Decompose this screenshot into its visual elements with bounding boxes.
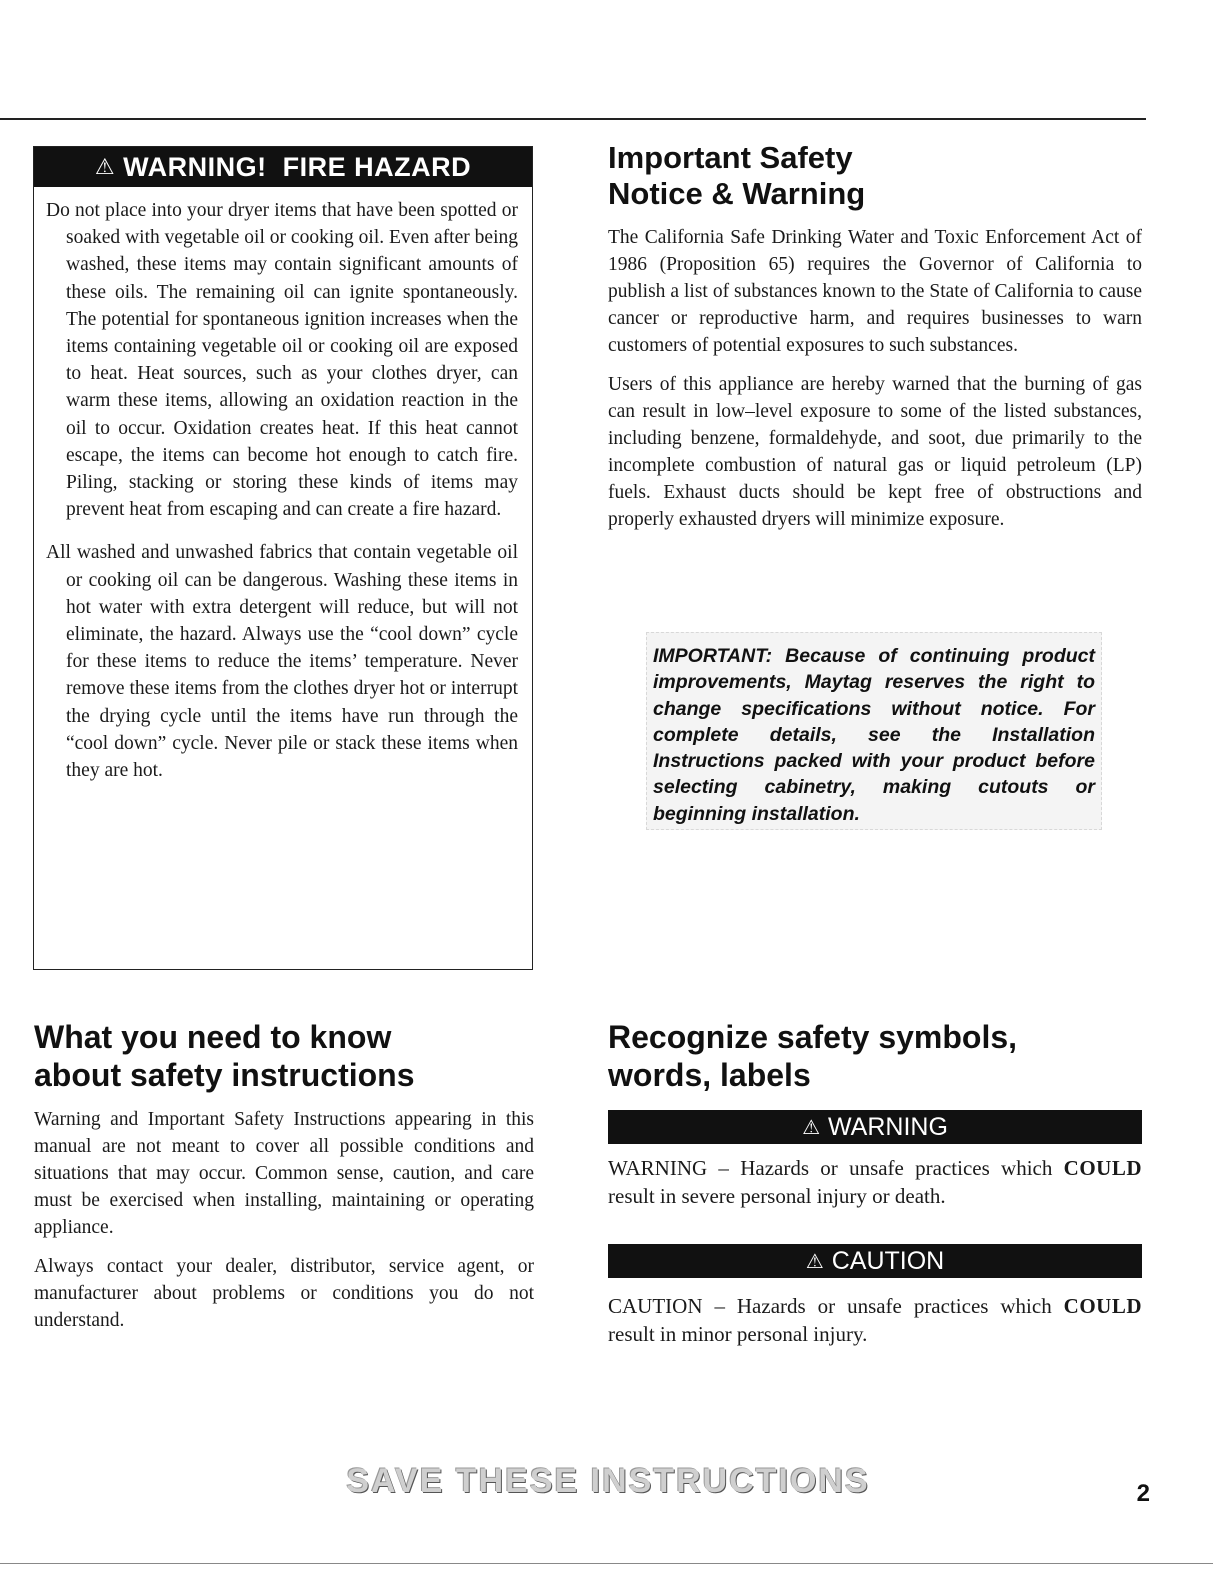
safety-instructions-section — [34, 1018, 534, 1334]
safety-instructions-title-line: What you need to know — [34, 1019, 392, 1055]
caution-dash: – — [702, 1294, 737, 1318]
safety-instructions-title-line: about safety instructions — [34, 1057, 415, 1093]
warning-dash: – — [707, 1156, 741, 1180]
safety-notice-title — [608, 140, 1142, 212]
important-text: Because of continuing product improvements, Maytag reserves the right to change specifications without notice. For complete details, see the Installation Instructions packed with your product before selecting cabinetry, making cutouts or beginning installation. — [653, 645, 1095, 825]
caution-term: CAUTION — [608, 1294, 703, 1318]
safety-symbols-section — [608, 1018, 1142, 1348]
safety-instructions-paragraph: Warning and Important Safety Instructions appearing in this manual are not meant to cover all possible conditions and situations that may occur. Common sense, caution, and care must be exercised when installing, maintaining or operating appliance. — [34, 1109, 534, 1238]
fire-hazard-box — [33, 146, 533, 970]
warning-text-2: result in severe personal injury or death. — [608, 1184, 946, 1208]
safety-notice-title-line: Important Safety — [608, 140, 853, 175]
top-rule — [0, 118, 1146, 120]
caution-signal-bar — [608, 1244, 1142, 1278]
warning-term: WARNING — [608, 1156, 708, 1180]
warning-triangle-icon: ⚠ — [94, 154, 116, 179]
save-instructions-footer: SAVE THESE INSTRUCTIONS — [346, 1462, 870, 1500]
safety-symbols-title-line: words, labels — [608, 1057, 811, 1093]
safety-symbols-title-line: Recognize safety symbols, — [608, 1019, 1018, 1055]
important-lead: IMPORTANT: — [653, 645, 773, 667]
safety-notice-paragraph: The California Safe Drinking Water and Toxic Enforcement Act of 1986 (Proposition 65) requires the Governor of California to publish a list of substances known to the State of California to cause cancer or reproductive harm, and requires businesses to warn customers of potential exposures to such substances. — [608, 227, 1142, 356]
safety-symbols-title — [608, 1018, 1142, 1094]
caution-signal-label: CAUTION — [831, 1246, 945, 1275]
warning-text: Hazards or unsafe practices which — [740, 1156, 1053, 1180]
bottom-rule — [0, 1563, 1213, 1564]
warning-triangle-icon: ⚠ — [805, 1250, 824, 1273]
important-note — [646, 632, 1102, 830]
warning-triangle-icon: ⚠ — [802, 1116, 821, 1139]
page-number: 2 — [1136, 1480, 1150, 1507]
caution-text: Hazards or unsafe practices which — [736, 1294, 1052, 1318]
warning-description — [608, 1154, 1142, 1210]
safety-notice-paragraph: Users of this appliance are hereby warned that the burning of gas can result in low–level exposure to some of the listed substances, including benzene, formaldehyde, and soot, due primarily to the incomplete combustion of natural gas or liquid petroleum (LP) fuels. Exhaust ducts should be kept free of obstructions and properly exhausted dryers will minimize exposure. — [608, 374, 1142, 530]
fire-hazard-title: WARNING! FIRE HAZARD — [123, 151, 472, 182]
safety-instructions-title — [34, 1018, 534, 1094]
fire-hazard-banner — [34, 147, 532, 187]
caution-description — [608, 1292, 1142, 1348]
caution-emphasis: COULD — [1063, 1294, 1142, 1318]
safety-notice-title-line: Notice & Warning — [608, 176, 866, 211]
safety-notice-section — [608, 140, 1142, 533]
caution-text-2: result in minor personal injury. — [608, 1322, 868, 1346]
warning-signal-label: WARNING — [828, 1112, 948, 1141]
warning-emphasis: COULD — [1063, 1156, 1142, 1180]
fire-hazard-paragraph: All washed and unwashed fabrics that contain vegetable oil or cooking oil can be dangerous. Washing these items in hot water with extra detergent will reduce, but will not eliminate, the hazard. Always use the “cool down” cycle for these items to reduce the items’ temperature. Never remove these items from the clothes dryer hot or interrupt the drying cycle until the items have run through the “cool down” cycle. Never pile or stack these items when they are hot. — [46, 542, 518, 782]
safety-instructions-paragraph: Always contact your dealer, distributor, service agent, or manufacturer about problems or conditions you do not understand. — [34, 1256, 534, 1331]
warning-signal-bar — [608, 1110, 1142, 1144]
fire-hazard-paragraph: Do not place into your dryer items that have been spotted or soaked with vegetable oil or cooking oil. Even after being washed, these items may contain significant amounts of these oils. The remaining oil can ignite spontaneously. The potential for spontaneous ignition increases when the items containing vegetable oil or cooking oil are exposed to heat. Heat sources, such as your clothes dryer, can warm these items, allowing an oxidation reaction in the oil to occur. Oxidation creates heat. If this heat cannot escape, the items can become hot enough to catch fire. Piling, stacking or storing these kinds of items may prevent heat from escaping and can create a fire hazard. — [46, 200, 518, 521]
